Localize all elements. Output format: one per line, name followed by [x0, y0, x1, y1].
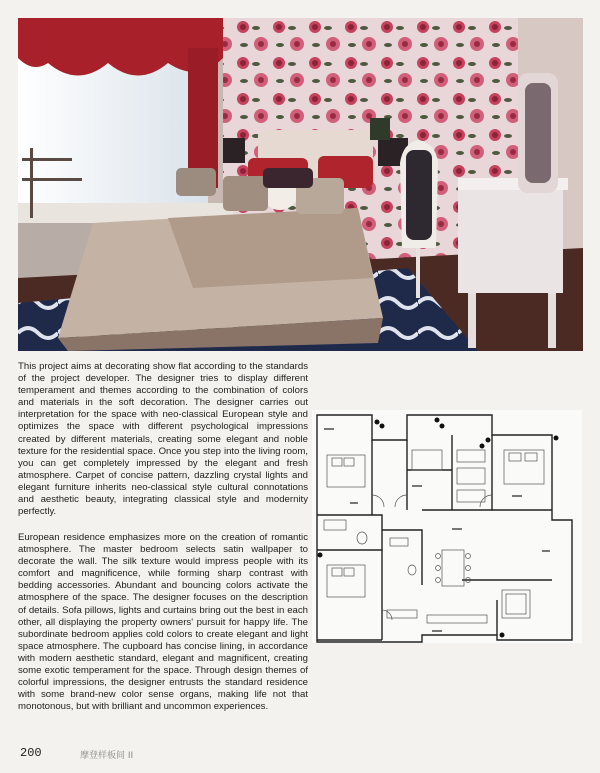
- body-paragraph-2: European residence emphasizes more on the creation of romantic atmosphere. The master bedroom selects satin wallpaper to decorate the wall. The silk texture would impress people with its comfort and magnificence, while forming sharp contrast with bedding accessories. Abundant and bouncing colors activate the atmosphere of the space. The designer focuses on the description of details. Sofa pillows, lights and curtains bring out the best in each other, all displaying the property owners' pursuit for happy life. The subordinate bedroom applies cold colors to create elegant and light space atmosphere. The cupboard has concise lining, in accordance with modern aesthetic standard, elegant and magnificent, creating some exotic temperament for the space. Through design themes of colorful impressions, the designer entrusts the standard residence with some brand-new color sense organs, making life not that monotonous, but with brilliant and uncommon experiences.: [18, 532, 308, 713]
- bedroom-photo: [18, 18, 583, 351]
- floor-plan-drawing: [312, 410, 582, 643]
- book-title: 摩登样板间 II: [80, 751, 134, 761]
- page-number: 200: [20, 746, 42, 760]
- bedroom-illustration: [18, 18, 583, 351]
- body-paragraph-1: This project aims at decorating show flat according to the standards of the project developer. The designer tries to display different temperament and themes according to the combination of colors and materials in the soft decoration. The designer carries out interpretation for the space with neo-classical European style and optimizes the space with different psychological impressions created by different materials, creating some elegant and noble texture for the residential space. Once you step into the living room, you can get completely impressed by the elegant and fresh atmosphere. Carpet of concise pattern, dazzling crystal lights and elegant furniture inherits neo-classical style cultural connotations and aesthetic beauty, integrating classical style and modernity perfectly.: [18, 361, 308, 518]
- floor-plan: [312, 410, 582, 643]
